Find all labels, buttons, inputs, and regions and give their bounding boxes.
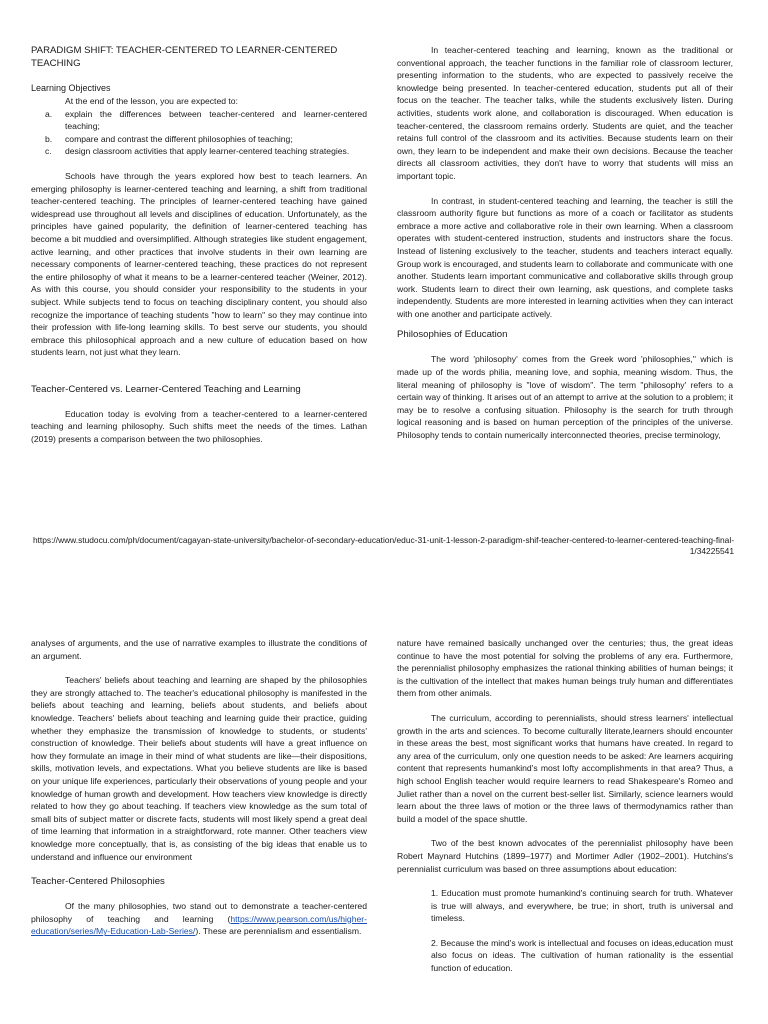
perennialism-continuation: nature have remained basically unchanged over the centuries; thus, the great ideas continue to have the most potential for solving the problems of any era. Furthermore, the perennialist philosophy emphasizes the rational thinking abilities of human beings; it is the cultivation of the intellect that makes human beings truly human and differentiates them from other animals. bbox=[397, 638, 733, 699]
page2-right-column bbox=[397, 637, 733, 975]
philosophy-definition-paragraph: The word 'philosophy' comes from the Greek word 'philosophies," which is made up of the words philia, meaning love, and sophia, meaning wisdom. Thus, the literal meaning of philosophy is "love of wisdom". The term "philosophy' refers to a certain way of thinking. It arises out of an attempt to arrive at the solution to a problem; it may be to resolve a confusing situation. Philosophy is the search for truth through logical reasoning and is based on human perception of the principles of the universe. Philosophy tends to contain numerically interconnected theories, precise terminology, bbox=[397, 354, 733, 441]
page1-right-column bbox=[397, 44, 733, 442]
page2-left-column bbox=[31, 637, 367, 938]
teacher-centered-philosophies-heading: Teacher-Centered Philosophies bbox=[31, 876, 165, 888]
objectives-intro: At the end of the lesson, you are expected to: bbox=[65, 96, 238, 106]
assumption-item-2: 2. Because the mind's work is intellectual and focuses on ideas,education must also focus on ideas. The cultivation of human rationality is the essential function of education. bbox=[431, 937, 733, 974]
student-centered-paragraph: In contrast, in student-centered teaching and learning, the teacher is still the classroom authority figure but functions as more of a coach or facilitator as students embrace a more active and collaborative role in their own learning. When a classroom operates with student-centered instruction, students and instructors share the focus. Instead of listening exclusively to the teacher, students and teachers interact equally. Group work is encouraged, and students learn to collaborate and communicate with one another. Students learn important communicative and collaborative skills through group work. Students learn to direct their own learning, ask questions, and complete tasks independently. Students are more interested in learning activities when they can interact with one another and participate actively. bbox=[397, 195, 733, 319]
teachers-beliefs-paragraph: Teachers' beliefs about teaching and learning are shaped by the philosophies they are strongly attached to. The teacher's educational philosophy is manifested in the beliefs about teaching and learning, beliefs about students, and beliefs about knowledge. Teachers' beliefs about teaching and learning guide their practice, guiding whether they emphasize the transmission of knowledge to students, or students' construction of knowledge. Their beliefs about students will have a great influence on how they formulate an image in their mind of what students are like—their dispositions, skills, motivation levels, and expectations. What you believe students are like is based on your unique life experiences, particularly their observations of young people and your knowledge of human growth and development. How teachers view knowledge is directly related to how they go about teaching. If teachers view knowledge as the sum total of small bits of subject matter or discrete facts, students will most likely spend a great deal of time learning that information in a straightforward, rote manner. Other teachers view knowledge more conceptually, that is, as consisting of the big ideas that enable us to understand and influence our environment bbox=[31, 675, 367, 862]
objective-item: c. design classroom activities that apply learner-centered teaching strategies. bbox=[45, 146, 350, 157]
perennialism-intro-paragraph: Of the many philosophies, two stand out to demonstrate a teacher-centered philosophy of teaching and learning (https://www.pearson.com/us/higher-education/series/My-Education-Lab-Series/). These are perennialism and essentialism. bbox=[31, 901, 367, 937]
objective-item: a. explain the differences between teacher-centered and learner-centered teaching; bbox=[45, 108, 367, 132]
source-url: https://www.studocu.com/ph/document/cagayan-state-university/bachelor-of-secondary-education/educ-31-unit-1-lesson-2-paradigm-shif-teacher-centered-to-learner-centered-teaching-final-1/34225541 bbox=[32, 535, 734, 556]
pearson-link[interactable]: https://www.pearson.com/us/higher-education/series/My-Education-Lab-Series/ bbox=[31, 913, 367, 937]
arguments-continuation: analyses of arguments, and the use of narrative examples to illustrate the conditions of an argument. bbox=[31, 638, 367, 661]
advocates-paragraph: Two of the best known advocates of the perennialist philosophy have been Robert Maynard Hutchins (1899–1977) and Mortimer Adler (1902–2001). Hutchins's perennialist curriculum was based on three assumptions about education: bbox=[397, 838, 733, 874]
assumption-item-1: 1. Education must promote humankind's continuing search for truth. Whatever is true will always, and everywhere, be true; in short, truth is universal and timeless. bbox=[431, 888, 733, 924]
comparison-paragraph: Education today is evolving from a teacher-centered to a learner-centered teaching and learning philosophy. Such shifts meet the needs of the times. Lathan (2019) presents a comparison between the two philosophies. bbox=[31, 408, 367, 445]
section-heading-comparison: Teacher-Centered vs. Learner-Centered Teaching and Learning bbox=[31, 383, 301, 395]
page1-left-column bbox=[31, 44, 367, 446]
intro-paragraph: Schools have through the years explored how best to teach learners. An emerging philosophy is learner-centered teaching and learning, a shift from traditional teacher-centered teaching. The principles of learner-centered teaching have gained widespread use throughout all levels and disciplines of education. Unfortunately, as the principles have gained popularity, the definition of learner-centered teaching has become a bit muddied and oversimplified. Although strategies like student engagement, active learning, and other practices that involve students in their own learning are necessary components of learner-centered teaching, these practices do not represent the entire philosophy of what it means to be a learner-centered teacher (Weiner, 2012). As with this course, you should consider your responsibility to the students in your subject. While subjects tend to focus on teaching disciplinary content, you should also recognize the importance of teaching students "how to learn" so they may continue into their profession with life-long learning skills. To best serve our students, you should embrace this philosophical approach and a new culture of education based on how students learn, not just what they learn. bbox=[31, 170, 367, 358]
teacher-centered-paragraph: In teacher-centered teaching and learning, known as the traditional or conventional approach, the teacher functions in the familiar role of classroom lecturer, presenting information to the students, who are expected to passively receive the knowledge being presented. In teacher-centered education, students put all of their focus on the teacher. The teacher talks, while the students exclusively listen. During activities, students work alone, and collaboration is discouraged. When education is teacher-centered, the classroom remains orderly. Students are quiet, and the teacher retains full control of the classroom and its activities. Because students learn on their own, they learn to be independent and make their own decisions. Because the teacher directs all classroom activities, they don't have to worry that students will miss an important topic. bbox=[397, 45, 733, 181]
document-title: PARADIGM SHIFT: TEACHER-CENTERED TO LEARNER-CENTERED TEACHING bbox=[31, 45, 338, 69]
objective-item: b. compare and contrast the different philosophies of teaching; bbox=[45, 133, 293, 144]
objectives-list bbox=[31, 108, 367, 158]
objectives-heading: Learning Objectives bbox=[31, 83, 111, 93]
philosophies-heading: Philosophies of Education bbox=[397, 329, 508, 341]
curriculum-paragraph: The curriculum, according to perennialists, should stress learners' intellectual growth in the arts and sciences. To become culturally literate,learners should encounter in these areas the best, most significant works that humans have created. In regard to any area of the curriculum, only one question needs to be asked: Are learners acquiring content that represents humankind's most lofty accomplishments in that area? Thus, a high school English teacher would require learners to read Shakespeare's Romeo and Juliet rather than a novel on the current best-seller list. Similarly, science learners would learn about the three laws of motion or the three laws of thermodynamics rather than build a model of the space shuttle. bbox=[397, 712, 733, 824]
